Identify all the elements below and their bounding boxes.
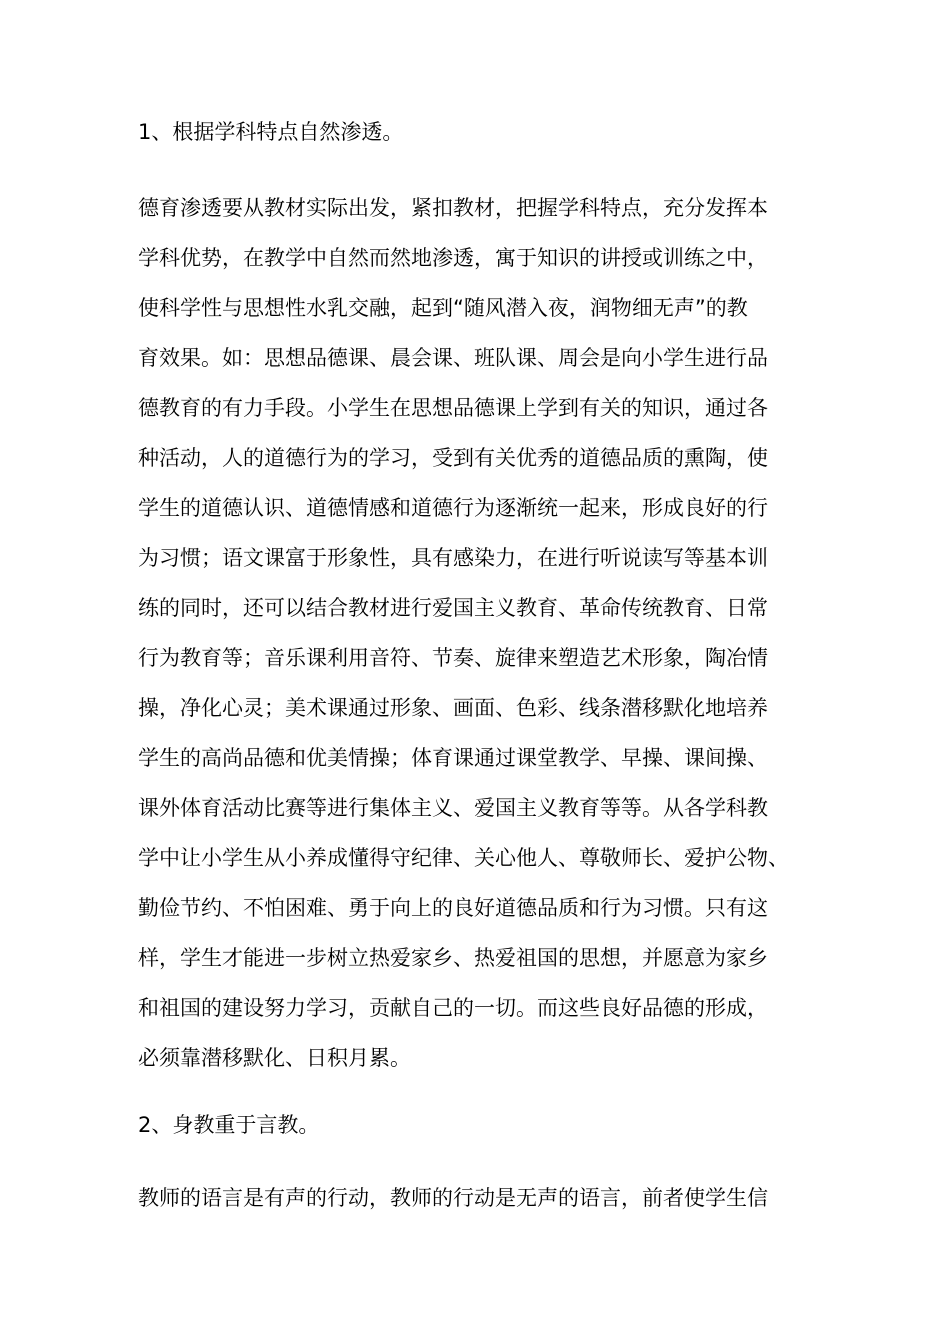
paragraph-1-line: 为习惯；语文课富于形象性，具有感染力，在进行听说读写等基本训 [138, 546, 768, 570]
paragraph-1-line: 育效果。如：思想品德课、晨会课、班队课、周会是向小学生进行品 [138, 346, 768, 370]
section-heading-1: 1、根据学科特点自然渗透。 [138, 120, 404, 144]
paragraph-1-line: 种活动，人的道德行为的学习，受到有关优秀的道德品质的熏陶，使 [138, 446, 768, 470]
paragraph-1-line: 德育渗透要从教材实际出发，紧扣教材，把握学科特点，充分发挥本 [138, 196, 768, 220]
paragraph-1-line: 必须靠潜移默化、日积月累。 [138, 1046, 411, 1070]
paragraph-1-line: 课外体育活动比赛等进行集体主义、爱国主义教育等等。从各学科教 [138, 796, 768, 820]
paragraph-1-line: 行为教育等；音乐课利用音符、节奏、旋律来塑造艺术形象，陶冶情 [138, 646, 768, 670]
paragraph-1-line: 学生的道德认识、道德情感和道德行为逐渐统一起来，形成良好的行 [138, 496, 768, 520]
paragraph-1-line: 学中让小学生从小养成懂得守纪律、关心他人、尊敬师长、爱护公物、 [138, 846, 789, 870]
paragraph-1-line: 学科优势，在教学中自然而然地渗透，寓于知识的讲授或训练之中， [138, 246, 768, 270]
paragraph-1-line: 操，净化心灵；美术课通过形象、画面、色彩、线条潜移默化地培养 [138, 696, 768, 720]
paragraph-1-line: 勤俭节约、不怕困难、勇于向上的良好道德品质和行为习惯。只有这 [138, 896, 768, 920]
paragraph-1-line: 和祖国的建设努力学习，贡献自己的一切。而这些良好品德的形成， [138, 996, 768, 1020]
paragraph-2-line: 教师的语言是有声的行动，教师的行动是无声的语言，前者使学生信 [138, 1186, 768, 1210]
section-heading-2: 2、身教重于言教。 [138, 1113, 320, 1137]
paragraph-1-line: 使科学性与思想性水乳交融，起到“随风潜入夜，润物细无声”的教 [138, 296, 748, 320]
paragraph-1-line: 德教育的有力手段。小学生在思想品德课上学到有关的知识，通过各 [138, 396, 768, 420]
paragraph-1-line: 样，学生才能进一步树立热爱家乡、热爱祖国的思想，并愿意为家乡 [138, 946, 768, 970]
paragraph-1-line: 学生的高尚品德和优美情操；体育课通过课堂教学、早操、课间操、 [138, 746, 768, 770]
paragraph-1-line: 练的同时，还可以结合教材进行爱国主义教育、革命传统教育、日常 [138, 596, 768, 620]
